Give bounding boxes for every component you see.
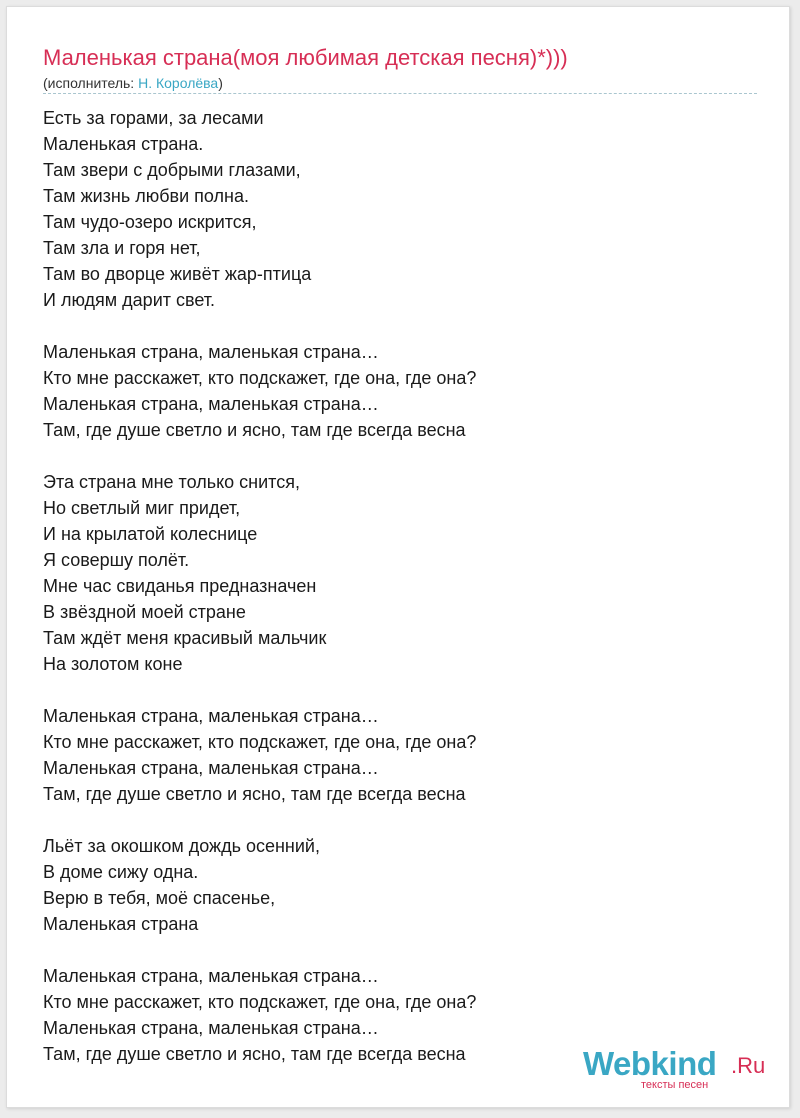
lyrics-line: Там чудо-озеро искрится, (43, 212, 257, 232)
lyrics-line: Мне час свиданья предназначен (43, 576, 317, 596)
lyrics-line: Кто мне расскажет, кто подскажет, где она, где она? (43, 732, 477, 752)
site-logo[interactable] (583, 1045, 773, 1093)
performer-prefix: (исполнитель: (43, 75, 139, 91)
lyrics-line: Я совершу полёт. (43, 550, 190, 570)
lyrics-line: В доме сижу одна. (43, 862, 199, 882)
lyrics-line: Там, где душе светло и ясно, там где всегда весна (43, 420, 466, 440)
lyrics-line: Маленькая страна, маленькая страна… (43, 758, 379, 778)
lyrics-line: Маленькая страна, маленькая страна… (43, 966, 379, 986)
lyrics-stanza (43, 703, 743, 807)
lyrics-stanza (43, 469, 743, 677)
logo-name: Webkind (583, 1045, 717, 1082)
lyrics-line: Верю в тебя, моё спасенье, (43, 888, 276, 908)
lyrics-line: Там ждёт меня красивый мальчик (43, 628, 327, 648)
lyrics-line: Маленькая страна. (43, 134, 204, 154)
artist-link[interactable]: Н. Королёва (138, 75, 219, 91)
lyrics-line: Маленькая страна (43, 914, 199, 934)
lyrics-line: В звёздной моей стране (43, 602, 246, 622)
lyrics-stanza (43, 105, 743, 313)
lyrics-line: Маленькая страна, маленькая страна… (43, 1018, 379, 1038)
performer-suffix: ) (218, 75, 223, 91)
lyrics-line: И людям дарит свет. (43, 290, 216, 310)
lyrics-line: На золотом коне (43, 654, 183, 674)
lyrics-line: Эта страна мне только снится, (43, 472, 300, 492)
lyrics-stanza (43, 339, 743, 443)
lyrics-stanza (43, 833, 743, 937)
lyrics-line: И на крылатой колеснице (43, 524, 258, 544)
performer-line (43, 74, 223, 92)
lyrics-line: Кто мне расскажет, кто подскажет, где она, где она? (43, 368, 477, 388)
lyrics-line: Но светлый миг придет, (43, 498, 241, 518)
song-title: Маленькая страна(моя любимая детская песня)*))) (43, 45, 568, 70)
lyrics-line: Там, где душе светло и ясно, там где всегда весна (43, 1044, 466, 1064)
lyrics-line: Там зла и горя нет, (43, 238, 201, 258)
lyrics-line: Льёт за окошком дождь осенний, (43, 836, 320, 856)
lyrics-line: Там, где душе светло и ясно, там где всегда весна (43, 784, 466, 804)
lyrics-page (6, 6, 790, 1108)
lyrics-line: Есть за горами, за лесами (43, 108, 264, 128)
lyrics-line: Там во дворце живёт жар-птица (43, 264, 312, 284)
lyrics-line: Маленькая страна, маленькая страна… (43, 394, 379, 414)
lyrics-line: Кто мне расскажет, кто подскажет, где она, где она? (43, 992, 477, 1012)
lyrics-line: Там звери с добрыми глазами, (43, 160, 301, 180)
lyrics-line: Маленькая страна, маленькая страна… (43, 706, 379, 726)
logo-tagline: тексты песен (641, 1079, 709, 1091)
title-divider (43, 93, 757, 94)
lyrics-text (43, 105, 743, 1067)
lyrics-line: Там жизнь любви полна. (43, 186, 249, 206)
logo-suffix: .Ru (731, 1053, 766, 1078)
lyrics-line: Маленькая страна, маленькая страна… (43, 342, 379, 362)
